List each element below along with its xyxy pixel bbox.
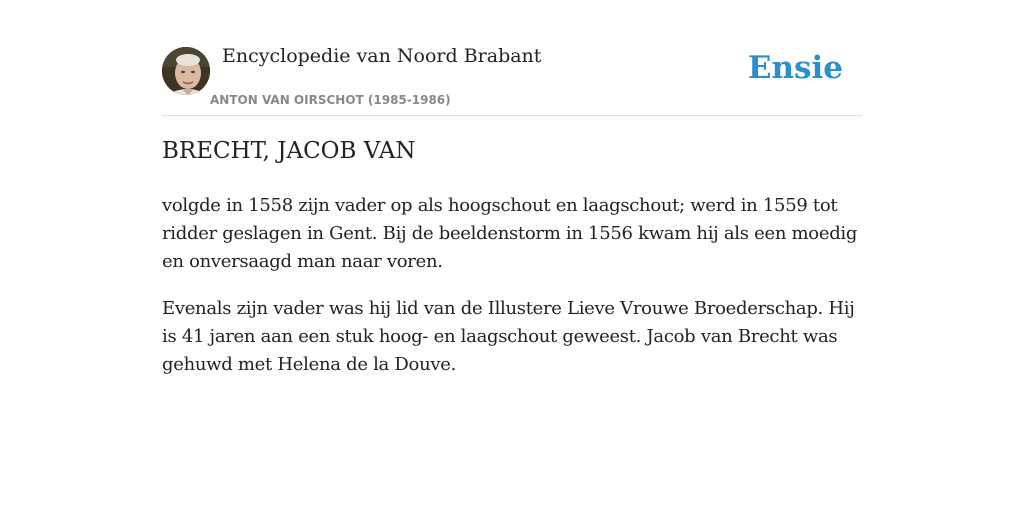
article-card (162, 40, 862, 375)
brand-logo[interactable]: Ensie (747, 50, 843, 86)
entry-title: BRECHT, JACOB VAN (162, 138, 416, 164)
entry-paragraph: volgde in 1558 zijn vader op als hoogschout en laagschout; werd in 1559 tot ridder geslagen in Gent. Bij de beeldenstorm in 1556 kwam hij als een moedig en onversaagd man naar voren. (162, 195, 858, 272)
book-title[interactable]: Encyclopedie van Noord Brabant (222, 45, 542, 67)
article-header (162, 40, 862, 116)
entry-paragraph: Evenals zijn vader was hij lid van de Illustere Lieve Vrouwe Broederschap. Hij is 41 jaren aan een stuk hoog- en laagschout geweest. Jacob van Brecht was gehuwd met Helena de la Douve. (162, 298, 855, 375)
entry-body (162, 192, 862, 398)
author-avatar[interactable] (162, 47, 210, 95)
author-name[interactable]: ANTON VAN OIRSCHOT (1985-1986) (210, 93, 451, 107)
author-portrait-icon (162, 47, 210, 95)
